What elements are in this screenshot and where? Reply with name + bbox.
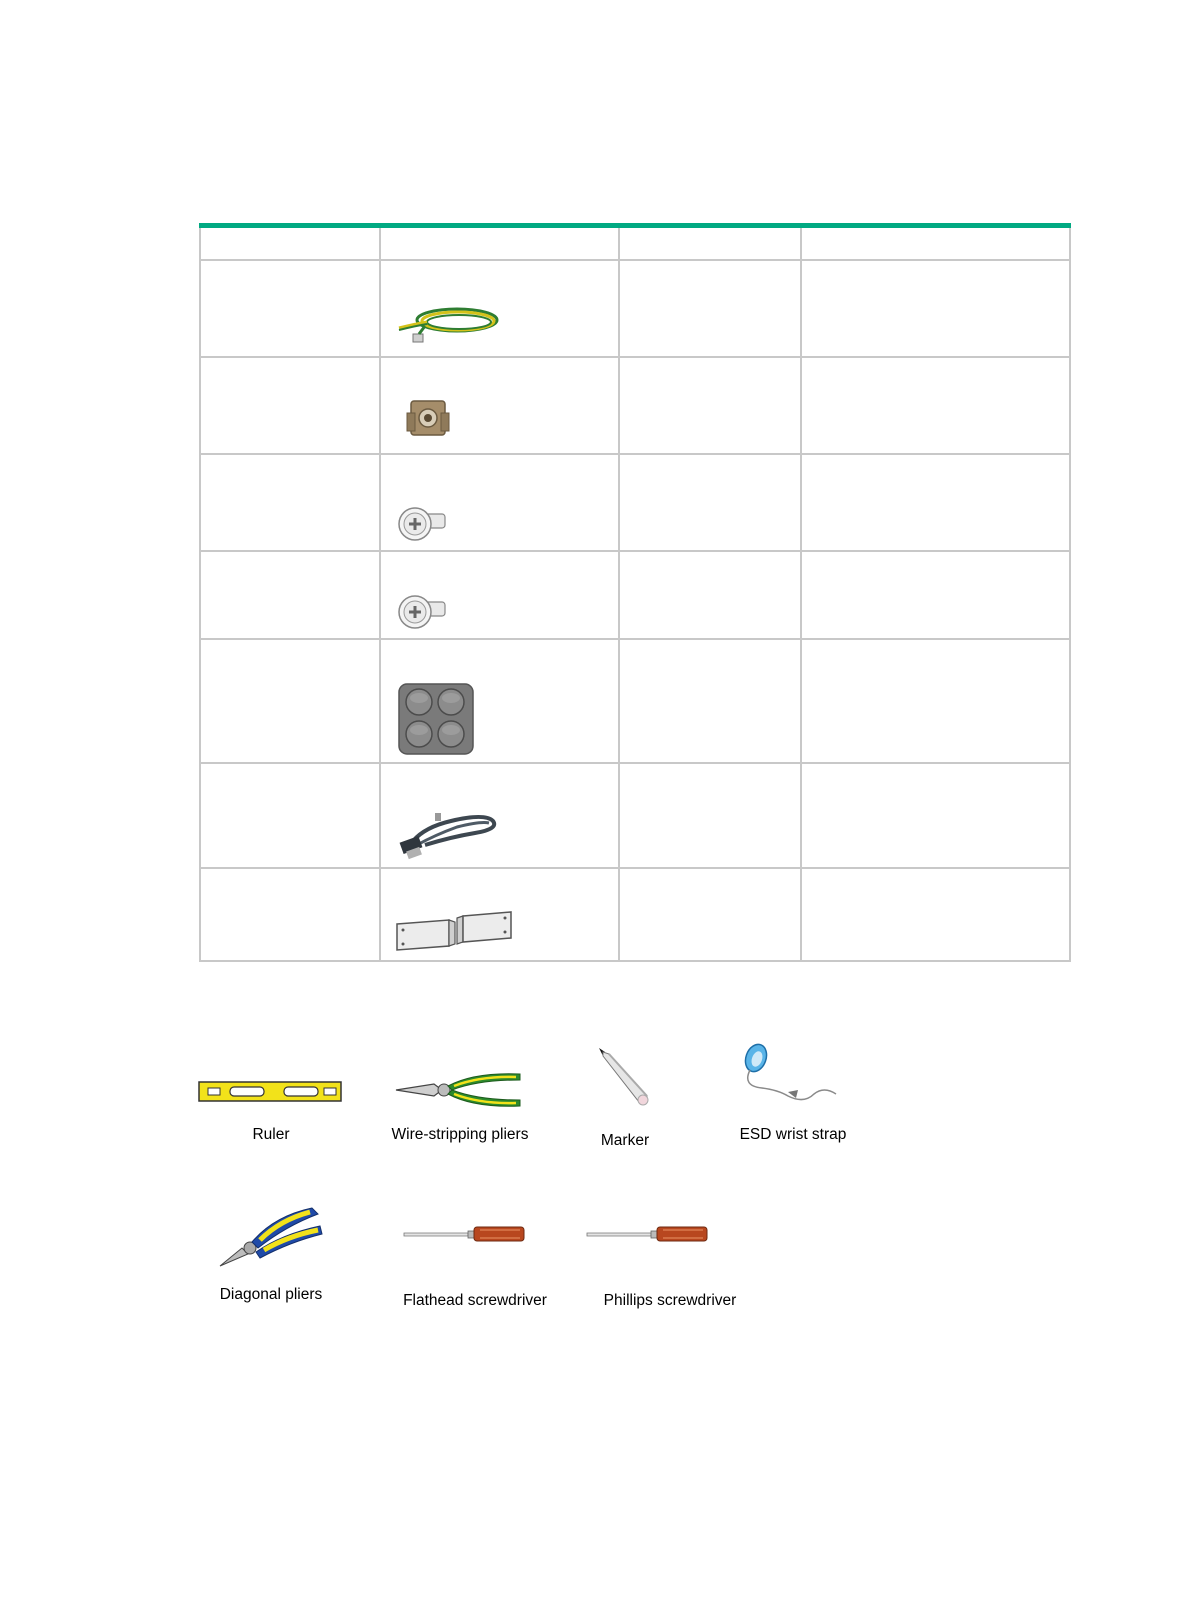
tool-esd-wrist-strap — [718, 1050, 868, 1170]
table-row — [200, 868, 1070, 961]
tool-label: Marker — [600, 1132, 650, 1149]
table-row — [200, 639, 1070, 763]
tool-label: Phillips screwdriver — [603, 1292, 737, 1309]
grounding-cable-icon — [395, 298, 505, 350]
tool-label: Ruler — [252, 1126, 290, 1143]
rubber-feet-icon — [395, 682, 475, 756]
header-cell — [801, 226, 1070, 261]
table-row — [200, 551, 1070, 639]
tool-wire-stripping-pliers — [380, 1050, 540, 1170]
diagonal-pliers-icon — [216, 1204, 326, 1274]
console-cable-icon — [395, 799, 505, 861]
tool-label: Wire-stripping pliers — [391, 1126, 529, 1143]
table-header-row — [200, 226, 1070, 261]
table-row — [200, 454, 1070, 551]
header-cell — [619, 226, 801, 261]
tool-marker — [575, 1050, 675, 1176]
table-row — [200, 260, 1070, 357]
ruler-icon — [198, 1080, 343, 1104]
tool-ruler — [196, 1050, 346, 1170]
table-row — [200, 763, 1070, 868]
esd-wrist-strap-icon — [732, 1042, 842, 1106]
tool-phillips-screwdriver — [585, 1210, 755, 1342]
tool-label: Diagonal pliers — [219, 1286, 323, 1303]
accessories-table — [199, 223, 1071, 962]
phillips-screwdriver-icon — [585, 1224, 710, 1244]
screw-icon — [395, 502, 455, 544]
cage-nut-icon — [395, 395, 465, 447]
mounting-bracket-icon — [395, 910, 513, 954]
table-row — [200, 357, 1070, 454]
tool-label: Flathead screwdriver — [403, 1292, 547, 1309]
tool-flathead-screwdriver — [390, 1210, 560, 1342]
marker-icon — [595, 1044, 655, 1108]
wire-stripping-pliers-icon — [394, 1068, 524, 1114]
tool-label: ESD wrist strap — [739, 1126, 847, 1143]
header-cell — [200, 226, 380, 261]
flathead-screwdriver-icon — [402, 1224, 527, 1244]
header-cell — [380, 226, 619, 261]
screw-icon — [395, 590, 455, 632]
tool-diagonal-pliers — [196, 1210, 346, 1336]
